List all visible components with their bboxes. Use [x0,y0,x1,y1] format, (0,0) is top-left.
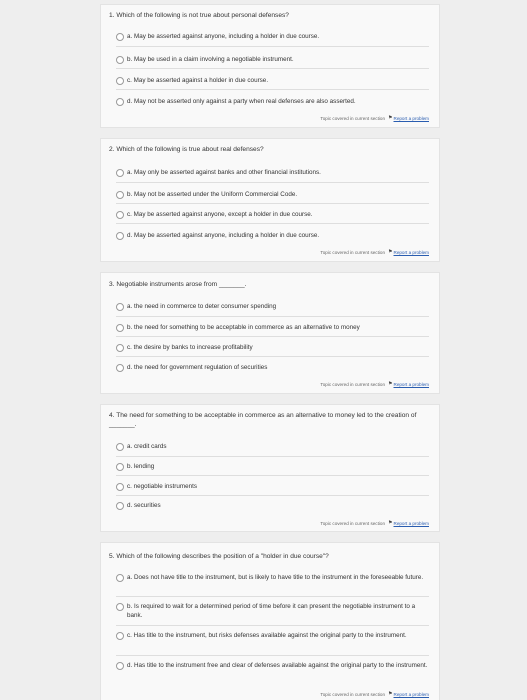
radio-button-icon[interactable] [116,662,124,670]
radio-button-icon[interactable] [116,169,124,177]
report-problem-link[interactable]: Report a problem [393,520,429,526]
topic-label: Topic covered in current section [320,691,386,697]
radio-button-icon[interactable] [116,324,124,332]
question-card-1 [100,4,440,128]
topic-label: Topic covered in current section [320,520,386,526]
answer-option-c[interactable] [116,344,429,353]
radio-button-icon[interactable] [116,463,124,471]
option-label: d. the need for government regulation of securities [127,364,268,371]
divider [116,223,429,224]
report-problem-link[interactable]: Report a problem [393,691,429,697]
radio-button-icon[interactable] [116,191,124,199]
option-label: c. May be asserted against a holder in due course. [127,77,269,84]
question-text: 2. Which of the following is true about real defenses? [109,146,264,153]
option-label: b. Is required to wait for a determined period of time before it can present the negotiable instrument to a bank. [127,603,416,619]
answer-option-d[interactable] [116,502,429,511]
divider [116,596,429,597]
radio-button-icon[interactable] [116,232,124,240]
question-card-3 [100,272,440,394]
answer-option-c[interactable] [116,77,429,86]
option-label: a. credit cards [127,443,167,450]
option-label: a. the need in commerce to deter consumer spending [127,303,277,310]
divider [116,89,429,90]
answer-option-b[interactable] [116,56,429,65]
divider [116,456,429,457]
radio-button-icon[interactable] [116,443,124,451]
question-text: 5. Which of the following describes the position of a "holder in due course"? [109,553,329,560]
answer-option-c[interactable] [116,211,429,220]
radio-button-icon[interactable] [116,211,124,219]
question-footer [320,520,429,526]
question-card-5 [100,542,440,700]
answer-option-b[interactable] [116,603,429,620]
divider [116,475,429,476]
divider [116,655,429,656]
option-label: d. securities [127,502,161,509]
flag-icon: ⚑ [388,691,393,697]
question-text: 4. The need for something to be acceptable in commerce as an alternative to money led to the creation of _______. [109,412,417,428]
answer-option-a[interactable] [116,574,429,583]
option-label: c. May be asserted against anyone, except a holder in due course. [127,211,313,218]
option-label: b. lending [127,463,155,470]
question-footer [320,381,429,387]
option-label: a. Does not have title to the instrument, but is likely to have title to the instrument in the foreseeable future. [127,574,424,581]
flag-icon: ⚑ [388,381,393,387]
divider [116,68,429,69]
radio-button-icon[interactable] [116,303,124,311]
option-label: b. the need for something to be acceptable in commerce as an alternative to money [127,324,360,331]
question-text: 3. Negotiable instruments arose from _______. [109,281,247,288]
divider [116,316,429,317]
question-text: 1. Which of the following is not true about personal defenses? [109,12,289,19]
divider [116,46,429,47]
radio-button-icon[interactable] [116,603,124,611]
radio-button-icon[interactable] [116,344,124,352]
question-footer [320,691,429,697]
option-label: b. May be used in a claim involving a negotiable instrument. [127,56,294,63]
radio-button-icon[interactable] [116,502,124,510]
option-label: c. the desire by banks to increase profitability [127,344,253,351]
option-label: a. May only be asserted against banks and other financial institutions. [127,169,321,176]
radio-button-icon[interactable] [116,574,124,582]
divider [116,495,429,496]
flag-icon: ⚑ [388,115,393,121]
option-label: d. May not be asserted only against a party when real defenses are also asserted. [127,98,356,105]
radio-button-icon[interactable] [116,77,124,85]
answer-option-b[interactable] [116,324,429,333]
option-label: d. Has title to the instrument free and clear of defenses available against the original party to the instrument. [127,662,428,669]
divider [116,182,429,183]
answer-option-c[interactable] [116,632,429,641]
option-label: b. May not be asserted under the Uniform Commercial Code. [127,191,298,198]
radio-button-icon[interactable] [116,33,124,41]
answer-option-d[interactable] [116,232,429,241]
question-card-4 [100,404,440,532]
answer-option-b[interactable] [116,191,429,200]
radio-button-icon[interactable] [116,56,124,64]
divider [116,625,429,626]
question-footer [320,249,429,255]
answer-option-d[interactable] [116,662,429,671]
radio-button-icon[interactable] [116,632,124,640]
divider [116,336,429,337]
topic-label: Topic covered in current section [320,249,386,255]
answer-option-a[interactable] [116,443,429,452]
answer-option-a[interactable] [116,303,429,312]
option-label: c. negotiable instruments [127,483,198,490]
answer-option-a[interactable] [116,33,429,42]
topic-label: Topic covered in current section [320,381,386,387]
answer-option-d[interactable] [116,364,429,373]
answer-option-a[interactable] [116,169,429,178]
report-problem-link[interactable]: Report a problem [393,249,429,255]
radio-button-icon[interactable] [116,483,124,491]
divider [116,203,429,204]
radio-button-icon[interactable] [116,364,124,372]
question-footer [320,115,429,121]
radio-button-icon[interactable] [116,98,124,106]
topic-label: Topic covered in current section [320,115,386,121]
flag-icon: ⚑ [388,520,393,526]
answer-option-c[interactable] [116,483,429,492]
question-card-2 [100,138,440,262]
answer-option-d[interactable] [116,98,429,107]
answer-option-b[interactable] [116,463,429,472]
option-label: d. May be asserted against anyone, including a holder in due course. [127,232,320,239]
option-label: c. Has title to the instrument, but risks defenses available against the original party to the instrument. [127,632,407,639]
flag-icon: ⚑ [388,249,393,255]
report-problem-link[interactable]: Report a problem [393,381,429,387]
report-problem-link[interactable]: Report a problem [393,115,429,121]
divider [116,356,429,357]
option-label: a. May be asserted against anyone, including a holder in due course. [127,33,320,40]
